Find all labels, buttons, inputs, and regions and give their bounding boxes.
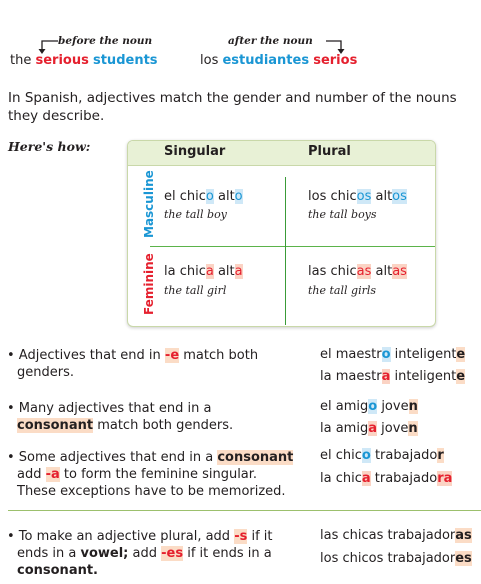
cell-fem-singular: la chica alta (164, 264, 243, 279)
rule1-example-1: el maestro inteligente (320, 347, 466, 362)
cell-fem-plural: las chicas altas (308, 264, 407, 279)
rule2-example-2: la amiga joven (320, 421, 418, 436)
horizontal-divider (150, 246, 435, 247)
intro-paragraph: In Spanish, adjectives match the gender and number of the nouns they describe. (8, 90, 457, 124)
gloss-fem-plural: the tall girls (308, 284, 377, 297)
after-the-noun-note: after the noun (228, 35, 313, 47)
rule4-example-1: las chicas trabajadoras (320, 528, 472, 543)
agreement-chart (127, 140, 436, 327)
row-label-masculine: Masculine (142, 170, 156, 238)
heres-how-label: Here's how: (8, 139, 91, 154)
rule4-example-2: los chicos trabajadores (320, 551, 472, 566)
col-header-plural: Plural (308, 144, 351, 159)
rule2-example-1: el amigo joven (320, 399, 418, 414)
rule3-example-2: la chica trabajadora (320, 471, 453, 486)
col-header-singular: Singular (164, 144, 226, 159)
section-divider (8, 510, 481, 511)
rule-consonant-exceptions: • Some adjectives that end in a consonant add -a to form the feminine singular. These exceptions have to be memorized. (7, 450, 294, 499)
vertical-divider (285, 177, 286, 325)
cell-masc-singular: el chico alto (164, 189, 243, 204)
gloss-fem-singular: the tall girl (164, 284, 227, 297)
gloss-masc-plural: the tall boys (308, 208, 377, 221)
gloss-masc-singular: the tall boy (164, 208, 227, 221)
rule3-example-1: el chico trabajador (320, 448, 444, 463)
before-the-noun-note: before the noun (58, 35, 153, 47)
rule-adjectives-ending-consonant: • Many adjectives that end in a consonant match both genders. (7, 401, 234, 433)
spanish-example: los estudiantes serios (200, 53, 358, 68)
rule-adjective-plural: • To make an adjective plural, add -s if it ends in a vowel; add -es if it ends in a consonant. (7, 529, 273, 578)
rule1-example-2: la maestra inteligente (320, 369, 466, 384)
cell-masc-plural: los chicos altos (308, 189, 407, 204)
row-label-feminine: Feminine (142, 253, 156, 315)
english-example: the serious students (10, 53, 158, 68)
rule-adjectives-ending-e: • Adjectives that end in -e match both genders. (7, 348, 259, 380)
